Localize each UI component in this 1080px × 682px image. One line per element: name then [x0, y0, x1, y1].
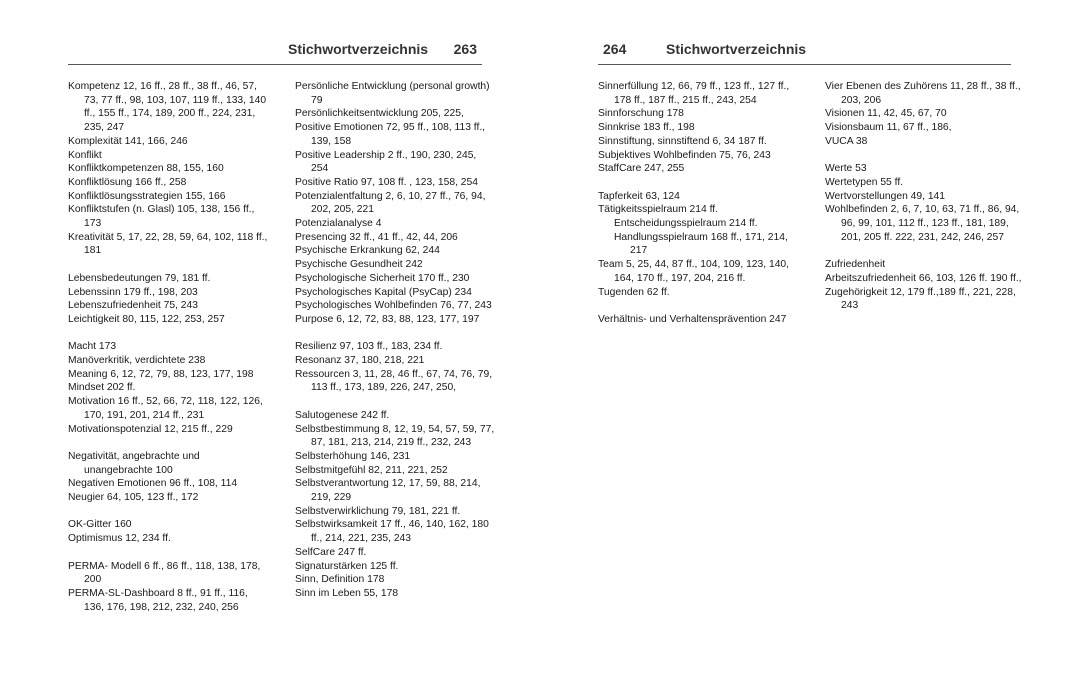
index-gap	[68, 258, 268, 272]
index-entry: Arbeitszufriedenheit 66, 103, 126 ff. 190 ff.,	[825, 272, 1022, 284]
index-entry: Konfliktstufen (n. Glasl) 105, 138, 156 ff., 173	[68, 204, 255, 230]
index-entry: Selbstverantwortung 12, 17, 59, 88, 214, 219, 229	[295, 478, 481, 504]
index-entry: Positive Leadership 2 ff., 190, 230, 245, 254	[295, 149, 477, 175]
index-entry: PERMA-SL-Dashboard 8 ff., 91 ff., 116, 136, 176, 198, 212, 232, 240, 256	[68, 587, 248, 613]
index-entry: Kompetenz 12, 16 ff., 28 ff., 38 ff., 46, 57, 73, 77 ff., 98, 103, 107, 119 ff., 133, 140 ff., 155 ff., 174, 189, 200 ff., 224, 231, 235, 247	[68, 81, 267, 134]
index-entry: Team 5, 25, 44, 87 ff., 104, 109, 123, 140, 164, 170 ff., 197, 204, 216 ff.	[598, 259, 790, 284]
index-entry: Positive Emotionen 72, 95 ff., 108, 113 ff., 139, 158	[295, 122, 486, 147]
index-entry: Tugenden 62 ff.	[598, 286, 670, 298]
index-column	[68, 80, 268, 614]
index-entry: SelfCare 247 ff.	[295, 546, 367, 558]
index-entry: Selbstwirksamkeit 17 ff., 46, 140, 162, 180 ff., 214, 221, 235, 243	[295, 519, 489, 545]
page-header	[598, 38, 1011, 65]
running-title: Stichwortverzeichnis	[666, 41, 807, 57]
index-entry: Macht 173	[68, 341, 117, 353]
index-entry: Vier Ebenen des Zuhörens 11, 28 ff., 38 ff., 203, 206	[825, 81, 1021, 106]
index-entry: Wertetypen 55 ff.	[825, 176, 904, 188]
index-entry: Mindset 202 ff.	[68, 382, 136, 394]
index-entry: Leichtigkeit 80, 115, 122, 253, 257	[68, 313, 225, 325]
index-entry: Kreativität 5, 17, 22, 28, 59, 64, 102, 118 ff., 181	[68, 231, 268, 257]
index-entry: Positive Ratio 97, 108 ff. , 123, 158, 254	[295, 176, 478, 188]
index-entry: Selbstbestimmung 8, 12, 19, 54, 57, 59, 77, 87, 181, 213, 214, 219 ff., 232, 243	[295, 423, 495, 449]
index-entry: OK-Gitter 160	[68, 519, 132, 531]
index-entry: Wertvorstellungen 49, 141	[825, 190, 946, 202]
index-gap	[825, 244, 1025, 258]
index-entry: VUCA 38	[825, 135, 868, 147]
index-gap	[68, 327, 268, 341]
index-entry: Psychologisches Kapital (PsyCap) 234	[295, 286, 472, 298]
index-entry: Wohlbefinden 2, 6, 7, 10, 63, 71 ff., 86, 94, 96, 99, 101, 112 ff., 123 ff., 181, 189, 201, 205 ff. 222, 231, 242, 246, 257	[825, 204, 1020, 243]
index-gap	[68, 436, 268, 450]
index-entry: Lebenszufriedenheit 75, 243	[68, 300, 198, 312]
index-entry: Konfliktlösungsstrategien 155, 166	[68, 190, 226, 202]
index-entry: Tapferkeit 63, 124	[598, 190, 680, 202]
index-entry: Sinnforschung 178	[598, 108, 684, 120]
index-entry: Selbsterhöhung 146, 231	[295, 450, 411, 462]
index-entry: Resilienz 97, 103 ff., 183, 234 ff.	[295, 341, 443, 353]
index-entry: Psychische Gesundheit 242	[295, 259, 423, 271]
index-entry: Sinnerfüllung 12, 66, 79 ff., 123 ff., 127 ff., 178 ff., 187 ff., 215 ff., 243, 254	[598, 81, 790, 106]
index-entry: Persönliche Entwicklung (personal growth) 79	[295, 81, 490, 106]
index-entry: Resonanz 37, 180, 218, 221	[295, 355, 425, 367]
index-entry: Sinnkrise 183 ff., 198	[598, 122, 695, 134]
page-number: 263	[453, 41, 477, 57]
index-column	[825, 80, 1025, 313]
index-entry: Komplexität 141, 166, 246	[68, 135, 188, 147]
index-subentry: Handlungsspielraum 168 ff., 171, 214, 217	[614, 231, 788, 257]
index-entry: Ressourcen 3, 11, 28, 46 ff., 67, 74, 76, 79, 113 ff., 173, 189, 226, 247, 250,	[295, 368, 493, 394]
index-entry: Negativität, angebrachte und unangebrachte 100	[68, 450, 200, 476]
index-entry: Sinn im Leben 55, 178	[295, 587, 399, 599]
index-gap	[598, 299, 798, 313]
index-entry: Presencing 32 ff., 41 ff., 42, 44, 206	[295, 231, 458, 243]
index-gap	[825, 149, 1025, 163]
index-entry: Sinnstiftung, sinnstiftend 6, 34 187 ff.	[598, 135, 767, 147]
index-entry: PERMA- Modell 6 ff., 86 ff., 118, 138, 178, 200	[68, 560, 261, 586]
index-entry: Zufriedenheit	[825, 259, 886, 271]
index-entry: Potenzialanalyse 4	[295, 218, 382, 230]
index-entry: Manöverkritik, verdichtete 238	[68, 355, 206, 367]
index-entry: Konfliktlösung 166 ff., 258	[68, 176, 187, 188]
page-number: 264	[603, 41, 627, 57]
index-entry: Motivation 16 ff., 52, 66, 72, 118, 122, 126, 170, 191, 201, 214 ff., 231	[68, 396, 263, 421]
index-entry: Selbstmitgefühl 82, 211, 221, 252	[295, 464, 448, 476]
index-gap	[68, 546, 268, 560]
index-entry: Neugier 64, 105, 123 ff., 172	[68, 492, 199, 504]
index-entry: Lebenssinn 179 ff., 198, 203	[68, 286, 198, 298]
index-entry: Zugehörigkeit 12, 179 ff.,189 ff., 221, 228, 243	[825, 286, 1016, 312]
index-entry: Konflikt	[68, 149, 102, 161]
page-header	[68, 38, 482, 65]
index-entry: Tätigkeitsspielraum 214 ff.	[598, 204, 718, 216]
index-subentry: Entscheidungsspielraum 214 ff.	[614, 218, 758, 230]
index-gap	[68, 505, 268, 519]
index-entry: Psychologische Sicherheit 170 ff., 230	[295, 272, 470, 284]
index-entry: Visionen 11, 42, 45, 67, 70	[825, 108, 947, 120]
index-entry: Werte 53	[825, 163, 867, 175]
index-entry: Salutogenese 242 ff.	[295, 409, 390, 421]
index-entry: StaffCare 247, 255	[598, 163, 685, 175]
index-entry: Psychologisches Wohlbefinden 76, 77, 243	[295, 300, 492, 312]
index-entry: Lebensbedeutungen 79, 181 ff.	[68, 272, 211, 284]
index-entry: Subjektives Wohlbefinden 75, 76, 243	[598, 149, 771, 161]
page-264	[540, 0, 1080, 682]
index-entry: Visionsbaum 11, 67 ff., 186,	[825, 122, 952, 134]
index-entry: Selbstverwirklichung 79, 181, 221 ff.	[295, 505, 461, 517]
index-entry: Purpose 6, 12, 72, 83, 88, 123, 177, 197	[295, 313, 480, 325]
index-entry: Motivationspotenzial 12, 215 ff., 229	[68, 423, 233, 435]
index-column	[295, 80, 495, 601]
index-entry: Psychische Erkrankung 62, 244	[295, 245, 440, 257]
index-entry: Optimismus 12, 234 ff.	[68, 533, 171, 545]
index-column	[598, 80, 798, 327]
index-entry: Signaturstärken 125 ff.	[295, 560, 399, 572]
index-entry: Potenzialentfaltung 2, 6, 10, 27 ff., 76, 94, 202, 205, 221	[295, 190, 486, 216]
index-gap	[598, 176, 798, 190]
index-gap	[295, 395, 495, 409]
index-gap	[295, 327, 495, 341]
running-title: Stichwortverzeichnis	[288, 41, 429, 57]
index-entry: Negativen Emotionen 96 ff., 108, 114	[68, 478, 238, 490]
index-entry: Meaning 6, 12, 72, 79, 88, 123, 177, 198	[68, 368, 254, 380]
index-entry: Konfliktkompetenzen 88, 155, 160	[68, 163, 224, 175]
index-entry: Verhältnis- und Verhaltensprävention 247	[598, 313, 787, 325]
index-entry: Persönlichkeitsentwicklung 205, 225,	[295, 108, 464, 120]
index-entry: Sinn, Definition 178	[295, 574, 385, 586]
